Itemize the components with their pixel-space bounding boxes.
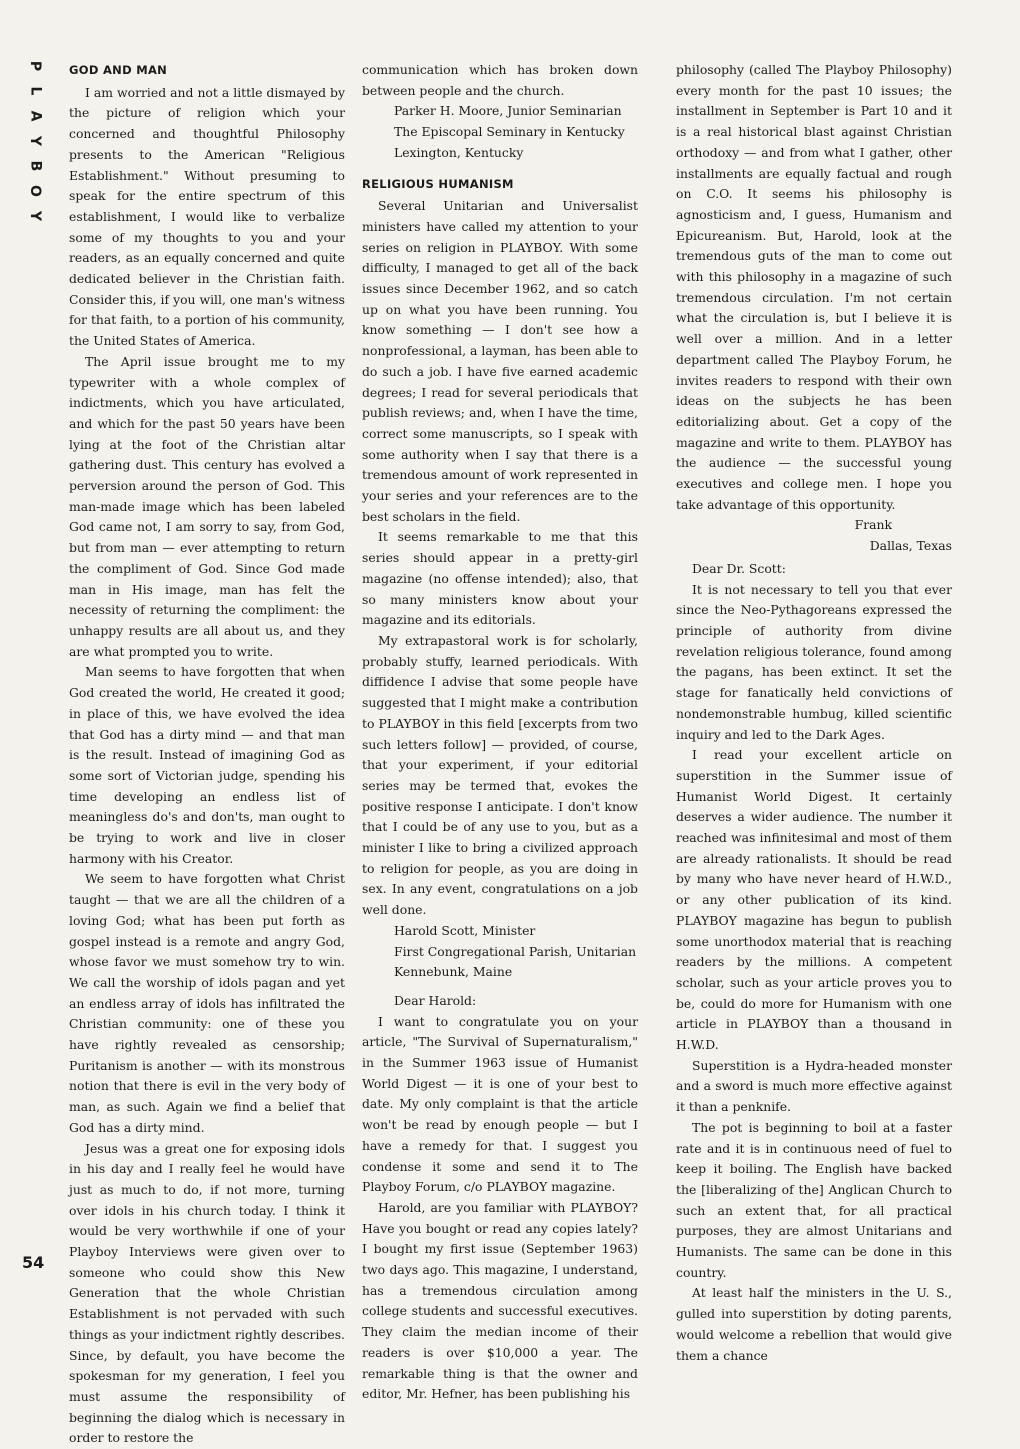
column-2 — [362, 60, 638, 1405]
magazine-vertical-logo — [26, 58, 44, 224]
logo-letter: A — [27, 110, 43, 122]
signature-name: Frank — [854, 517, 892, 533]
paragraph: Superstition is a Hydra-headed monster and a sword is much more effective against it than a penknife. — [676, 1057, 952, 1115]
signature-location: Dallas, Texas — [869, 538, 952, 554]
page-number: 54 — [22, 1253, 45, 1272]
paragraph: I read your excellent article on superstition in the Summer issue of Humanist World Digest. It certainly deserves a wider audience. The number it reached was infinitesimal and most of them are already rationalists. It should be read by many who have never heard of H.W.D., or any other publication of its kind. PLAYBOY magazine has begun to publish some unorthodox material that is reaching readers by the millions. A competent scholar, such as your article proves you to be, could do more for Humanism with one article in PLAYBOY than a thousand in H.W.D. — [676, 747, 952, 1053]
paragraph: I am worried and not a little dismayed by the picture of religion which your concerned and thoughtful Philosophy presents to the American "Religious Establishment." Without presuming to speak for the entire spectrum of this establishment, I would like to verbalize some of my thoughts to you and your readers, as an equally concerned and quite dedicated believer in the Christian faith. Consider this, if you will, one man's witness for that faith, to a portion of his community, the United States of America. — [69, 84, 345, 349]
column-3 — [676, 60, 952, 1366]
logo-letter: Y — [26, 210, 43, 222]
paragraph: At least half the ministers in the U. S., gulled into superstition by doting parents, would welcome a rebellion that would give them a chance — [676, 1285, 952, 1363]
paragraph-continuation: philosophy (called The Playboy Philosophy) every month for the past 10 issues; the installment in September is Part 10 and it is a real historical blast against Christian orthodoxy — and from what I gather, other installments are equally factual and rough on C.O. It seems his philosophy is agnosticism and, I guess, Humanism and Epicureanism. But, Harold, look at the tremendous guts of the man to come out with this philosophy in a magazine of such tremendous circulation. I'm not certain what the circulation is, but I believe it is well over a million. And in a letter department called The Playboy Forum, he invites readers to respond with their own ideas on the subjects he has been editorializing about. Get a copy of the magazine and write to them. PLAYBOY has the audience — the successful young executives and college men. I hope you take advantage of this opportunity. — [676, 62, 952, 512]
logo-letter: L — [26, 86, 43, 96]
paragraph: Jesus was a great one for exposing idols in his day and I really feel he would have just as much to do, if not more, turning over idols in his church today. I think it would be very worthwhile if one of your Playboy Interviews were given over to someone who could show this New Generation that the whole Christian Establishment is not pervaded with such things as your indictment rightly describes. Since, by default, you have become the spokesman for my generation, I feel you must assume the responsibility of beginning the dialog which is necessary in order to restore the — [69, 1140, 345, 1446]
paragraph: Several Unitarian and Universalist ministers have called my attention to your series on religion in PLAYBOY. With some difficulty, I managed to get all of the back issues since December 1962, and so catch up on what you have been running. You know something — I don't see how a nonprofessional, a layman, has been able to do such a job. I have five earned academic degrees; I read for several periodicals that publish reviews; and, when I have the time, correct some manuscripts, so I speak with some authority when I say that there is a tremendous amount of work represented in your series and your references are to the best scholars in the field. — [362, 198, 638, 524]
signature-location: Lexington, Kentucky — [394, 144, 524, 160]
paragraph: Harold, are you familiar with PLAYBOY? Have you bought or read any copies lately? I bought my first issue (September 1963) two days ago. This magazine, I understand, has a tremendous circulation among college students and successful executives. They claim the median income of their readers is over $10,000 a year. The remarkable thing is that the owner and editor, Mr. Hefner, has been publishing his — [362, 1199, 638, 1402]
paragraph: Man seems to have forgotten that when God created the world, He created it good; in place of this, we have evolved the idea that God has a dirty mind — and that man is the result. Instead of imagining God as some sort of Victorian judge, spending his time developing an endless list of meaningless do's and don'ts, man ought to be trying to work and live in closer harmony with his Creator. — [69, 664, 345, 866]
paragraph: My extrapastoral work is for scholarly, probably stuffy, learned periodicals. With diffidence I advise that some people have suggested that I might make a contribution to PLAYBOY in this field [excerpts from two such letters follow] — provided, of course, that your experiment, if your editorial series may be termed that, evokes the positive response I anticipate. I don't know that I could be of any use to you, but as a minister I like to bring a civilized approach to religion for people, as you are doing in sex. In any event, congratulations on a job well done. — [362, 632, 638, 918]
logo-letter: P — [26, 60, 43, 72]
letter-salutation: Dear Dr. Scott: — [692, 560, 786, 576]
letter-salutation: Dear Harold: — [394, 992, 477, 1008]
logo-letter: Y — [26, 135, 43, 147]
signature-name: Parker H. Moore, Junior Seminarian — [394, 103, 622, 119]
signature-name: Harold Scott, Minister — [394, 922, 536, 938]
paragraph-continuation: communication which has broken down between people and the church. — [362, 62, 638, 98]
paragraph: The April issue brought me to my typewriter with a whole complex of indictments, which you have articulated, and which for the past 50 years have been lying at the foot of the Christian altar gathering dust. This century has evolved a perversion around the person of God. This man-made image which has been labeled God came not, I am sorry to say, from God, but from man — ever attempting to return the compliment of God. Since God made man in His image, man has felt the necessity of returning the compliment: the unhappy results are all about us, and they are what prompted you to write. — [69, 353, 345, 659]
paragraph: We seem to have forgotten what Christ taught — that we are all the children of a loving God; what has been put forth as gospel instead is a remote and angry God, whose favor we must somehow try to win. We call the worship of idols pagan and yet an endless array of idols has infiltrated the Christian community: one of these you have rightly revealed as censorship; Puritanism is another — with its monstrous notion that there is evil in the very body of man, as such. Again we find a belief that God has a dirty mind. — [69, 871, 345, 1135]
signature-location: Kennebunk, Maine — [394, 964, 513, 980]
logo-letter: B — [26, 160, 43, 172]
signature-affiliation: First Congregational Parish, Unitarian — [394, 943, 637, 959]
section-heading: GOD AND MAN — [69, 63, 168, 77]
signature-affiliation: The Episcopal Seminary in Kentucky — [394, 124, 625, 140]
section-heading: RELIGIOUS HUMANISM — [362, 176, 514, 191]
logo-letter: O — [27, 185, 43, 197]
column-1 — [69, 60, 345, 1449]
paragraph: I want to congratulate you on your article, "The Survival of Supernaturalism," in the Summer 1963 issue of Humanist World Digest — it is one of your best to date. My only complaint is that the article won't be read by enough people — but I have a remedy for that. I suggest you condense it some and send it to The Playboy Forum, c/o PLAYBOY magazine. — [362, 1013, 638, 1195]
paragraph: The pot is beginning to boil at a faster rate and it is in continuous need of fuel to keep it boiling. The English have backed the [liberalizing of the] Anglican Church to such an extent that, for all practical purposes, they are almost Unitarians and Humanists. The same can be done in this country. — [676, 1119, 952, 1280]
paragraph: It seems remarkable to me that this series should appear in a pretty-girl magazine (no offense intended); also, that so many ministers know about your magazine and its editorials. — [362, 529, 638, 628]
paragraph: It is not necessary to tell you that ever since the Neo-Pythagoreans expressed the principle of authority from divine revelation religious tolerance, found among the pagans, has been extinct. It set the stage for fanatically held convictions of nondemonstrable humbug, killed scientific inquiry and led to the Dark Ages. — [676, 581, 952, 742]
